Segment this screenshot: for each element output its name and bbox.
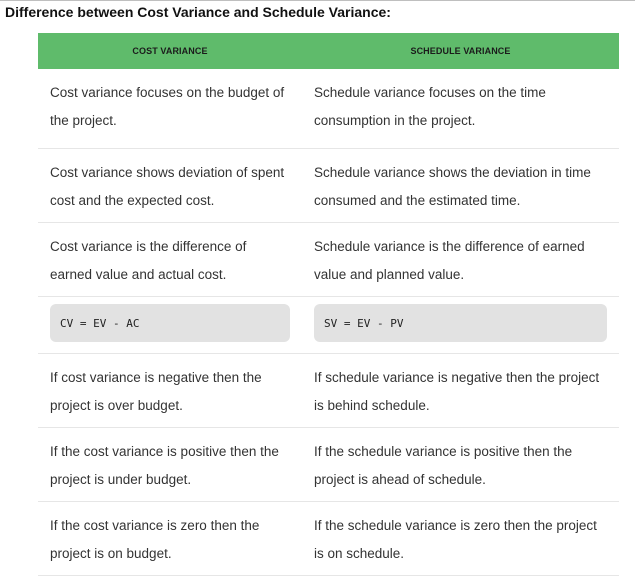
schedule-variance-formula: SV = EV - PV: [314, 304, 607, 342]
schedule-variance-cell: If the schedule variance is zero then the project is on schedule.: [302, 502, 619, 576]
schedule-variance-cell: If the schedule variance is positive then the project is ahead of schedule.: [302, 428, 619, 502]
table-row: [38, 223, 619, 297]
cost-variance-formula: CV = EV - AC: [50, 304, 290, 342]
schedule-variance-cell: If schedule variance is negative then the project is behind schedule.: [302, 354, 619, 428]
table-row: [38, 149, 619, 223]
schedule-variance-cell: Schedule variance is the difference of earned value and planned value.: [302, 223, 619, 297]
cost-variance-cell: Cost variance shows deviation of spent cost and the expected cost.: [38, 149, 302, 223]
table-row: [38, 354, 619, 428]
cost-variance-cell: If cost variance is negative then the project is over budget.: [38, 354, 302, 428]
cost-variance-cell: Cost variance is the difference of earned value and actual cost.: [38, 223, 302, 297]
formula-row: [38, 297, 619, 354]
table-row: [38, 428, 619, 502]
header-cost-variance: COST VARIANCE: [38, 33, 302, 69]
table-header: [38, 33, 619, 69]
cost-variance-cell: If the cost variance is positive then the project is under budget.: [38, 428, 302, 502]
cost-variance-cell: If the cost variance is zero then the project is on budget.: [38, 502, 302, 576]
page-heading: Difference between Cost Variance and Schedule Variance:: [5, 4, 391, 20]
schedule-variance-cell: Schedule variance focuses on the time consumption in the project.: [302, 69, 619, 149]
comparison-table: [38, 33, 619, 576]
table-row: [38, 69, 619, 149]
cost-variance-formula-cell: [38, 297, 302, 354]
table-row: [38, 502, 619, 576]
schedule-variance-cell: Schedule variance shows the deviation in time consumed and the estimated time.: [302, 149, 619, 223]
schedule-variance-formula-cell: [302, 297, 619, 354]
header-schedule-variance: SCHEDULE VARIANCE: [302, 33, 619, 69]
cost-variance-cell: Cost variance focuses on the budget of the project.: [38, 69, 302, 149]
